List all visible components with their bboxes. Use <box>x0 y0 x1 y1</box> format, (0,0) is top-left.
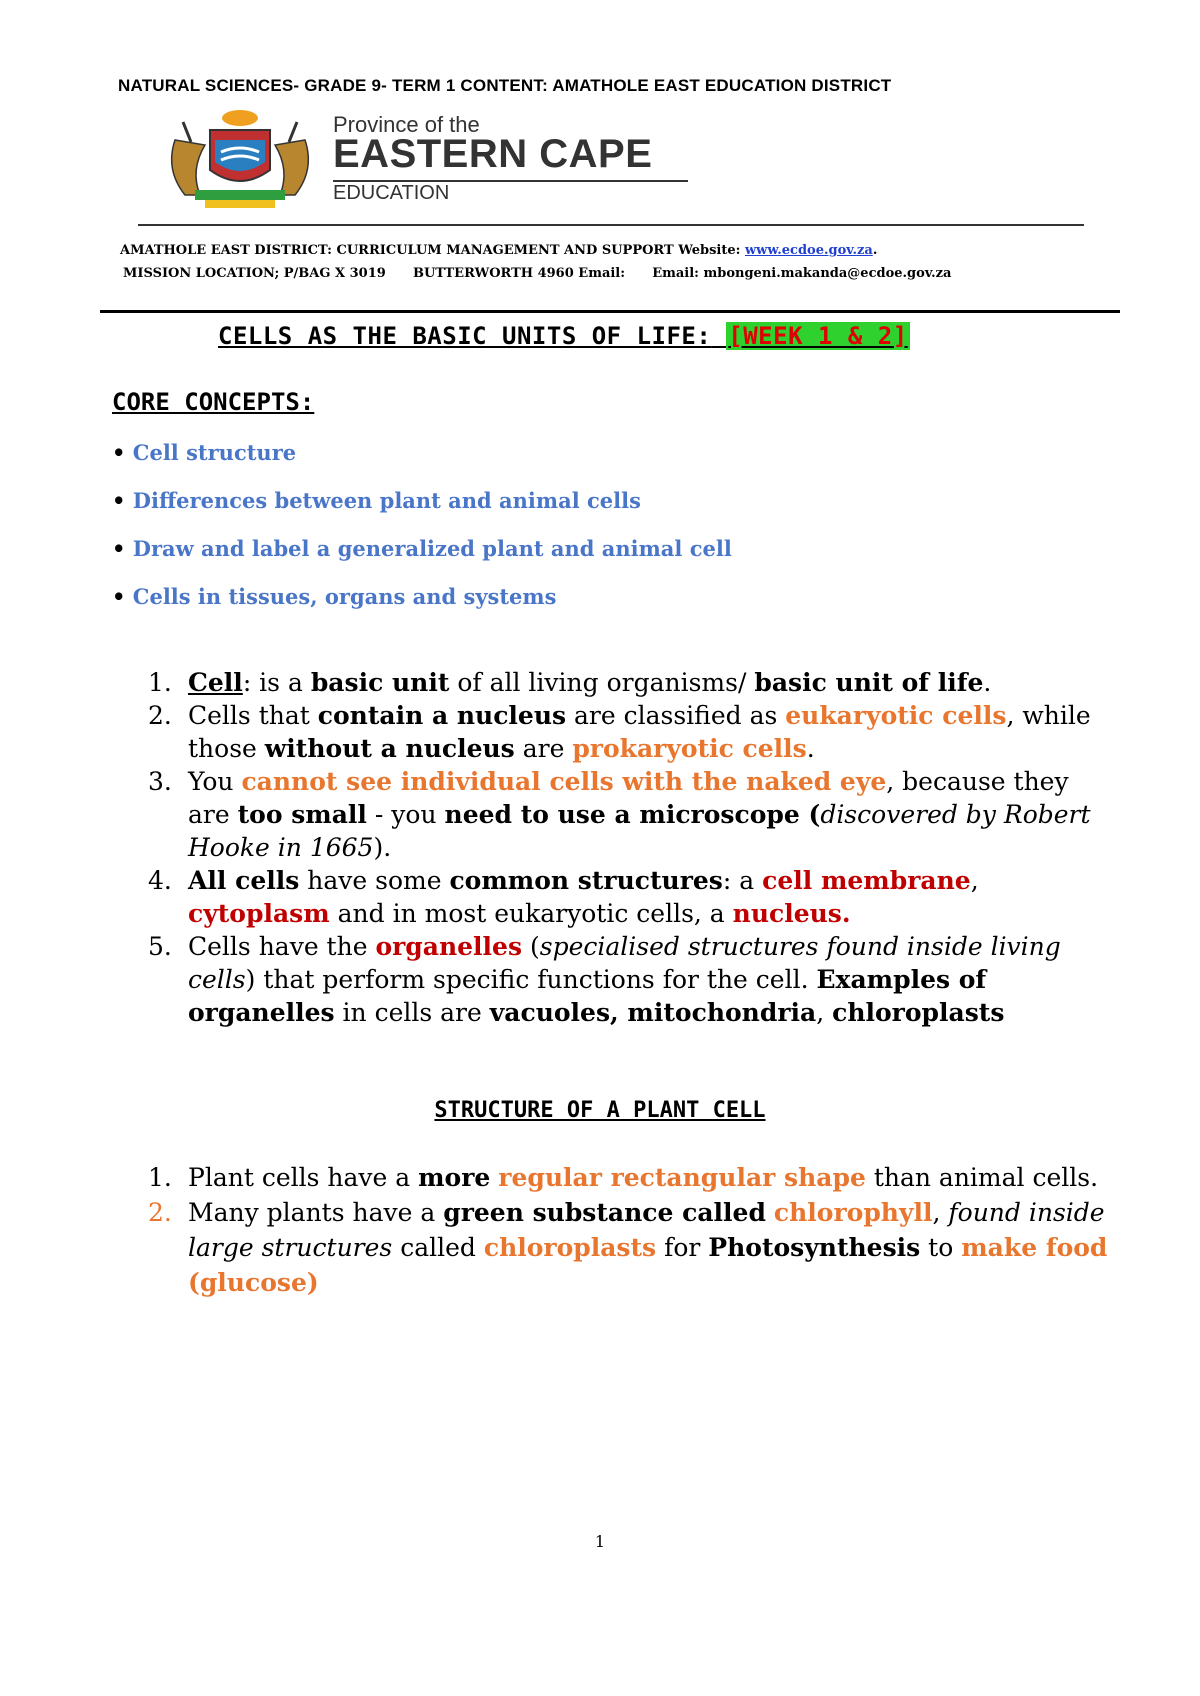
core-concepts-heading: CORE CONCEPTS: <box>112 388 315 416</box>
eastern-cape-education-logo <box>155 100 715 212</box>
bullet-icon: • <box>112 584 126 609</box>
bullet-icon: • <box>112 440 126 465</box>
concept-item: • Cells in tissues, organs and systems <box>112 584 557 609</box>
week-badge: [WEEK 1 & 2] <box>728 322 908 350</box>
website-link[interactable]: www.ecdoe.gov.za <box>744 243 873 258</box>
page-number: 1 <box>594 1532 606 1551</box>
concept-item: • Draw and label a generalized plant and animal cell <box>112 536 732 561</box>
concept-item: • Differences between plant and animal cells <box>112 488 641 513</box>
contact-line-2: MISSION LOCATION; P/BAG X 3019 BUTTERWORTH 4960 Email: Email: mbongeni.makanda@ecdoe.gov.za <box>123 266 952 281</box>
list-item: 5. Cells have the organelles (specialised structures found inside living cells) that perform specific functions for the cell. Examples of organelles in cells are vacuoles, mitochondria, chloroplasts <box>148 932 1061 1027</box>
concept-item: • Cell structure <box>112 440 297 465</box>
list-item: 4. All cells have some common structures: a cell membrane, cytoplasm and in most eukaryotic cells, a nucleus. <box>148 866 979 928</box>
contact-line-1 <box>120 243 877 258</box>
list-item: 2. Cells that contain a nucleus are classified as eukaryotic cells, while those without a nucleus are prokaryotic cells. <box>148 701 1091 763</box>
plant-cell-heading: STRUCTURE OF A PLANT CELL <box>434 1098 766 1123</box>
document-header: NATURAL SCIENCES- GRADE 9- TERM 1 CONTENT: AMATHOLE EAST EDUCATION DISTRICT <box>118 76 892 95</box>
list-item: 2. Many plants have a green substance called chlorophyll, found inside large structures called chloroplasts for Photosynthesis to make food (glucose) <box>148 1198 1108 1297</box>
page-title <box>218 322 910 350</box>
bullet-icon: • <box>112 536 126 561</box>
logo-line-1: Province of the <box>333 112 480 137</box>
title-main: CELLS AS THE BASIC UNITS OF LIFE: <box>218 322 712 350</box>
contact-prefix: AMATHOLE EAST DISTRICT: CURRICULUM MANAGEMENT AND SUPPORT Website: <box>120 243 741 258</box>
logo-line-2: EASTERN CAPE <box>333 132 653 176</box>
list-item: 3. You cannot see individual cells with the naked eye, because they are too small - you need to use a microscope (discovered by Robert Hooke in 1665). <box>148 767 1091 862</box>
coat-of-arms-icon <box>155 100 325 212</box>
bullet-icon: • <box>112 488 126 513</box>
header-rule <box>138 224 1084 226</box>
contact-suffix: . <box>872 243 878 258</box>
list-item: 1. Cell: is a basic unit of all living organisms/ basic unit of life. <box>148 668 992 697</box>
list-item: 1. Plant cells have a more regular rectangular shape than animal cells. <box>148 1163 1099 1192</box>
key-points-list <box>148 666 1108 1029</box>
logo-line-3: EDUCATION <box>333 182 450 204</box>
plant-cell-list <box>148 1160 1108 1300</box>
title-rule <box>100 310 1120 313</box>
